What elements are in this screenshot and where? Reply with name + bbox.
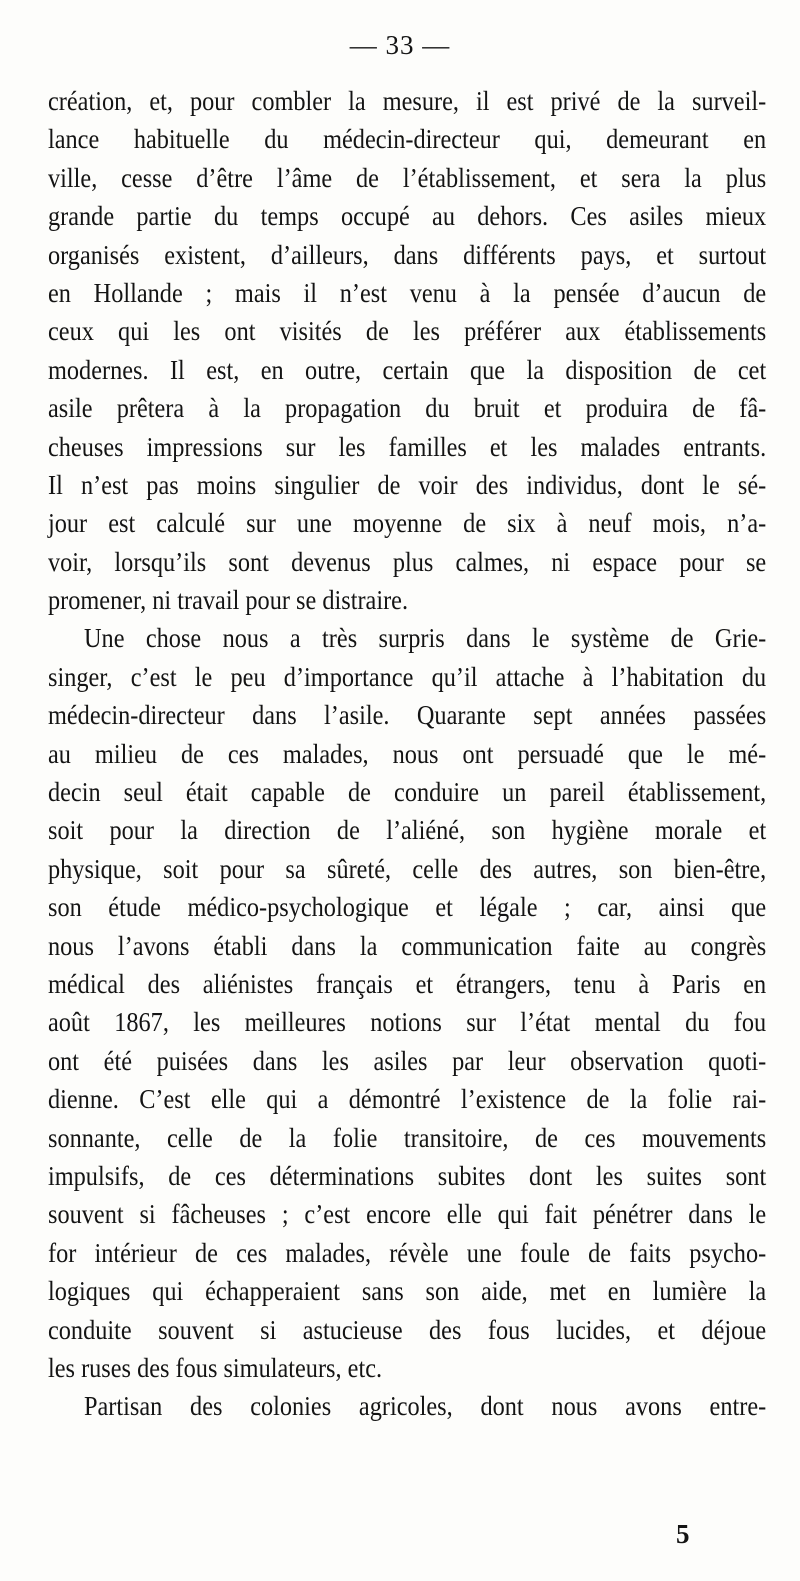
text-line: lance habituelle du médecin-directeur qui, demeurant en [48,124,767,155]
paragraph-2 [48,619,767,1387]
text-line: jour est calculé sur une moyenne de six à neuf mois, n’a- [48,508,767,539]
text-line: singer, c’est le peu d’importance qu’il attache à l’habitation du [48,661,767,692]
text-line: sonnante, celle de la folie transitoire, de ces mouvements [48,1122,767,1153]
text-line: decin seul était capable de conduire un pareil établissement, [48,777,767,808]
text-line: conduite souvent si astucieuse des fous lucides, et déjoue [48,1314,767,1345]
page-number: — 33 — [349,30,451,60]
text-line: ville, cesse d’être l’âme de l’établissement, et sera la plus [48,162,767,193]
text-line: grande partie du temps occupé au dehors. Ces asiles mieux [48,201,767,232]
text-line: nous l’avons établi dans la communication faite au congrès [48,930,767,961]
paragraph-1 [48,82,767,619]
text-line: Partisan des colonies agricoles, dont nous avons entre- [84,1391,767,1422]
text-line: au milieu de ces malades, nous ont persuadé que le mé- [48,738,767,769]
text-line: physique, soit pour sa sûreté, celle des autres, son bien-être, [48,853,767,884]
text-line: ceux qui les ont visités de les préférer aux établissements [48,316,767,347]
text-line: souvent si fâcheuses ; c’est encore elle qui fait pénétrer dans le [48,1199,767,1230]
text-line: promener, ni travail pour se distraire. [48,585,409,616]
text-line: Une chose nous a très surpris dans le système de Grie- [84,623,767,654]
text-line: son étude médico-psychologique et légale ; car, ainsi que [48,892,767,923]
body-text [48,82,767,1426]
text-line: création, et, pour combler la mesure, il est privé de la surveil- [48,86,767,116]
text-line: impulsifs, de ces déterminations subites dont les suites sont [48,1160,767,1191]
text-line: les ruses des fous simulateurs, etc. [48,1352,383,1383]
text-line: ont été puisées dans les asiles par leur observation quoti- [48,1045,767,1076]
text-line: août 1867, les meilleures notions sur l’état mental du fou [48,1007,767,1038]
text-line: soit pour la direction de l’aliéné, son hygiène morale et [48,815,767,846]
paragraph-3 [48,1387,767,1425]
text-line: organisés existent, d’ailleurs, dans différents pays, et surtout [48,239,767,270]
text-line: cheuses impressions sur les familles et les malades entrants. [48,431,767,462]
text-line: voir, lorsqu’ils sont devenus plus calmes, ni espace pour se [48,546,767,577]
text-line: for intérieur de ces malades, révèle une foule de faits psycho- [48,1237,767,1268]
text-line: dienne. C’est elle qui a démontré l’existence de la folie rai- [48,1084,767,1115]
text-line: médecin-directeur dans l’asile. Quarante sept années passées [48,700,767,731]
text-line: logiques qui échapperaient sans son aide, met en lumière la [48,1276,767,1307]
text-line: médical des aliénistes français et étrangers, tenu à Paris en [48,968,767,999]
text-line: asile prêtera à la propagation du bruit et produira de fâ- [48,393,767,424]
text-line: en Hollande ; mais il n’est venu à la pensée d’aucun de [48,277,767,308]
text-line: Il n’est pas moins singulier de voir des individus, dont le sé- [48,469,767,500]
signature-mark: 5 [676,1519,690,1549]
text-line: modernes. Il est, en outre, certain que la disposition de cet [48,354,767,385]
